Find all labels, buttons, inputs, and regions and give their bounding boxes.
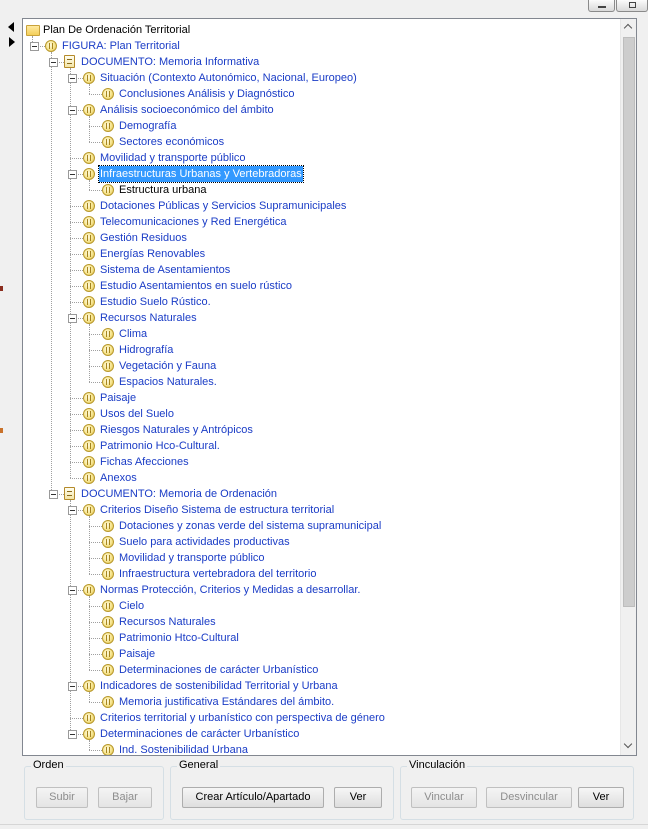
tree-item-label: Riesgos Naturales y Antrópicos bbox=[100, 424, 253, 436]
leaf-icon bbox=[102, 376, 114, 388]
leaf-icon bbox=[102, 664, 114, 676]
leaf-icon bbox=[102, 120, 114, 132]
tree-view[interactable] bbox=[22, 18, 637, 756]
leaf-icon bbox=[83, 104, 95, 116]
tree-item-label: Estudio Suelo Rústico. bbox=[100, 296, 211, 308]
tree-item-label: Hidrografía bbox=[119, 344, 174, 356]
leaf-icon bbox=[83, 312, 95, 324]
tree-item[interactable] bbox=[23, 262, 620, 278]
tree-item[interactable] bbox=[23, 230, 620, 246]
tree-item-label: Sistema de Asentamientos bbox=[100, 264, 231, 276]
tree-item-label: Recursos Naturales bbox=[100, 312, 197, 324]
tree-item[interactable] bbox=[23, 22, 620, 38]
tree-item[interactable] bbox=[23, 470, 620, 486]
folder-icon bbox=[26, 25, 40, 36]
tree-item[interactable] bbox=[23, 438, 620, 454]
tree-item-label: Clima bbox=[119, 328, 148, 340]
leaf-icon bbox=[102, 184, 114, 196]
tree-item[interactable] bbox=[23, 134, 620, 150]
leaf-icon bbox=[102, 552, 114, 564]
tree-item[interactable] bbox=[23, 294, 620, 310]
minimize-icon[interactable] bbox=[588, 0, 615, 12]
tree-item-label: Normas Protección, Criterios y Medidas a desarrollar. bbox=[100, 584, 361, 596]
tree-item-label: Análisis socioeconómico del ámbito bbox=[100, 104, 274, 116]
scroll-up-icon[interactable] bbox=[621, 19, 637, 36]
tree-item[interactable] bbox=[23, 742, 620, 755]
collapse-toggle-icon[interactable] bbox=[68, 506, 77, 515]
tree-item[interactable] bbox=[23, 678, 620, 694]
tree-item-label: Memoria justificativa Estándares del ámbito. bbox=[119, 696, 335, 708]
tree-item-label: Criterios territorial y urbanístico con perspectiva de género bbox=[100, 712, 385, 724]
tree-item[interactable] bbox=[23, 166, 620, 182]
tree-item-label: Indicadores de sostenibilidad Territorial y Urbana bbox=[100, 680, 338, 692]
vincular-button[interactable]: Vincular bbox=[411, 787, 477, 808]
tree-item[interactable] bbox=[23, 630, 620, 646]
vertical-scrollbar[interactable] bbox=[620, 19, 636, 755]
collapse-toggle-icon[interactable] bbox=[68, 586, 77, 595]
tree-item[interactable] bbox=[23, 310, 620, 326]
tree-item[interactable] bbox=[23, 550, 620, 566]
tree-item[interactable] bbox=[23, 118, 620, 134]
orden-group bbox=[24, 759, 164, 820]
leaf-icon bbox=[102, 632, 114, 644]
status-strip bbox=[0, 824, 648, 829]
tree-item[interactable] bbox=[23, 710, 620, 726]
leaf-icon bbox=[83, 248, 95, 260]
tree-item[interactable] bbox=[23, 54, 620, 70]
tree-item-label: Recursos Naturales bbox=[119, 616, 216, 628]
general-group-title: General bbox=[179, 759, 219, 771]
tree-item-label: Plan De Ordenación Territorial bbox=[43, 24, 191, 36]
tree-item-label: Movilidad y transporte público bbox=[100, 152, 246, 164]
tree-item-label: Patrimonio Htco-Cultural bbox=[119, 632, 239, 644]
scroll-thumb[interactable] bbox=[623, 37, 635, 607]
leaf-icon bbox=[102, 136, 114, 148]
leaf-icon bbox=[83, 728, 95, 740]
tree-item-label: Usos del Suelo bbox=[100, 408, 174, 420]
leaf-icon bbox=[83, 232, 95, 244]
edge-marker-icon bbox=[0, 428, 3, 433]
collapse-toggle-icon[interactable] bbox=[68, 74, 77, 83]
collapse-toggle-icon[interactable] bbox=[68, 730, 77, 739]
tree-item-label: Criterios Diseño Sistema de estructura territorial bbox=[100, 504, 335, 516]
restore-icon[interactable] bbox=[616, 0, 648, 12]
collapse-toggle-icon[interactable] bbox=[49, 490, 58, 499]
tree-item[interactable] bbox=[23, 342, 620, 358]
leaf-icon bbox=[102, 648, 114, 660]
leaf-icon bbox=[83, 216, 95, 228]
tree-item[interactable] bbox=[23, 646, 620, 662]
leaf-icon bbox=[83, 72, 95, 84]
tree-item[interactable] bbox=[23, 198, 620, 214]
tree-item[interactable] bbox=[23, 278, 620, 294]
tree-item-label: Telecomunicaciones y Red Energética bbox=[100, 216, 287, 228]
scroll-down-icon[interactable] bbox=[621, 738, 637, 755]
collapse-toggle-icon[interactable] bbox=[68, 314, 77, 323]
vinculacion-ver-button[interactable]: Ver bbox=[578, 787, 624, 808]
tree-item-label: DOCUMENTO: Memoria de Ordenación bbox=[81, 488, 278, 500]
crear-articulo-button[interactable]: Crear Artículo/Apartado bbox=[182, 787, 324, 808]
tree-item[interactable] bbox=[23, 326, 620, 342]
tree-item-label: Conclusiones Análisis y Diagnóstico bbox=[119, 88, 295, 100]
tree-item-label: Dotaciones Públicas y Servicios Supramunicipales bbox=[100, 200, 347, 212]
leaf-icon bbox=[83, 472, 95, 484]
desvincular-button[interactable]: Desvincular bbox=[486, 787, 572, 808]
tree-item-label: Suelo para actividades productivas bbox=[119, 536, 290, 548]
leaf-icon bbox=[83, 280, 95, 292]
leaf-icon bbox=[102, 88, 114, 100]
tree-item-label: DOCUMENTO: Memoria Informativa bbox=[81, 56, 260, 68]
tree-item[interactable] bbox=[23, 390, 620, 406]
tree-item-label: Infraestructura vertebradora del territorio bbox=[119, 568, 317, 580]
tree-item-label: Determinaciones de carácter Urbanístico bbox=[100, 728, 300, 740]
leaf-icon bbox=[83, 168, 95, 180]
tree-item[interactable] bbox=[23, 102, 620, 118]
leaf-icon bbox=[83, 456, 95, 468]
tree-item[interactable] bbox=[23, 598, 620, 614]
tree-item[interactable] bbox=[23, 214, 620, 230]
tree-item[interactable] bbox=[23, 726, 620, 742]
collapse-toggle-icon[interactable] bbox=[68, 170, 77, 179]
leaf-icon bbox=[102, 344, 114, 356]
tree-item[interactable] bbox=[23, 374, 620, 390]
tree-item[interactable] bbox=[23, 502, 620, 518]
tree-item-label: Estudio Asentamientos en suelo rústico bbox=[100, 280, 293, 292]
tree-item[interactable] bbox=[23, 534, 620, 550]
tree-item-label: Gestión Residuos bbox=[100, 232, 187, 244]
tree-item-label: Infraestructuras Urbanas y Vertebradoras bbox=[100, 168, 302, 180]
tree-item[interactable] bbox=[23, 86, 620, 102]
vinculacion-group bbox=[400, 759, 634, 820]
tree-item[interactable] bbox=[23, 486, 620, 502]
tree-content bbox=[23, 19, 620, 755]
leaf-icon bbox=[83, 392, 95, 404]
general-ver-button[interactable]: Ver bbox=[334, 787, 382, 808]
tree-item[interactable] bbox=[23, 182, 620, 198]
collapse-toggle-icon[interactable] bbox=[30, 42, 39, 51]
document-icon bbox=[64, 487, 75, 500]
tree-item-label: Fichas Afecciones bbox=[100, 456, 189, 468]
bajar-button[interactable]: Bajar bbox=[98, 787, 152, 808]
edge-marker-icon bbox=[0, 286, 3, 291]
tree-item[interactable] bbox=[23, 694, 620, 710]
tree-item[interactable] bbox=[23, 614, 620, 630]
collapse-toggle-icon[interactable] bbox=[68, 106, 77, 115]
left-navigation-strip bbox=[0, 0, 22, 828]
tree-item-label: Paisaje bbox=[119, 648, 156, 660]
leaf-icon bbox=[83, 152, 95, 164]
tree-item[interactable] bbox=[23, 454, 620, 470]
collapse-toggle-icon[interactable] bbox=[49, 58, 58, 67]
leaf-icon bbox=[102, 328, 114, 340]
tree-item[interactable] bbox=[23, 422, 620, 438]
tree-item-label: Determinaciones de carácter Urbanístico bbox=[119, 664, 319, 676]
arrow-right-icon[interactable] bbox=[9, 37, 15, 47]
orden-group-title: Orden bbox=[33, 759, 64, 771]
general-group bbox=[170, 759, 394, 820]
document-icon bbox=[64, 55, 75, 68]
leaf-icon bbox=[45, 40, 57, 52]
leaf-icon bbox=[102, 360, 114, 372]
leaf-icon bbox=[83, 584, 95, 596]
tree-item[interactable] bbox=[23, 358, 620, 374]
collapse-toggle-icon[interactable] bbox=[68, 682, 77, 691]
subir-button[interactable]: Subir bbox=[36, 787, 88, 808]
leaf-icon bbox=[102, 568, 114, 580]
tree-item-label: Espacios Naturales. bbox=[119, 376, 217, 388]
tree-item-label: Ind. Sostenibilidad Urbana bbox=[119, 744, 249, 755]
leaf-icon bbox=[83, 408, 95, 420]
tree-item-label: Paisaje bbox=[100, 392, 137, 404]
tree-item-label: Energías Renovables bbox=[100, 248, 206, 260]
leaf-icon bbox=[102, 744, 114, 755]
tree-item-label: Anexos bbox=[100, 472, 137, 484]
leaf-icon bbox=[83, 680, 95, 692]
tree-item-label: Dotaciones y zonas verde del sistema supramunicipal bbox=[119, 520, 382, 532]
leaf-icon bbox=[83, 424, 95, 436]
tree-item-label: Movilidad y transporte público bbox=[119, 552, 265, 564]
tree-item-label: Patrimonio Hco-Cultural. bbox=[100, 440, 220, 452]
tree-item-label: Demografía bbox=[119, 120, 177, 132]
leaf-icon bbox=[83, 200, 95, 212]
tree-item[interactable] bbox=[23, 246, 620, 262]
leaf-icon bbox=[83, 712, 95, 724]
leaf-icon bbox=[83, 440, 95, 452]
tree-item[interactable] bbox=[23, 566, 620, 582]
tree-item[interactable] bbox=[23, 150, 620, 166]
tree-item-label: Situación (Contexto Autonómico, Nacional, Europeo) bbox=[100, 72, 357, 84]
tree-item[interactable] bbox=[23, 70, 620, 86]
tree-item[interactable] bbox=[23, 582, 620, 598]
leaf-icon bbox=[102, 696, 114, 708]
tree-item[interactable] bbox=[23, 38, 620, 54]
leaf-icon bbox=[102, 520, 114, 532]
tree-item-label: Vegetación y Fauna bbox=[119, 360, 217, 372]
tree-item[interactable] bbox=[23, 406, 620, 422]
tree-item-label: FIGURA: Plan Territorial bbox=[62, 40, 180, 52]
tree-item-label: Estructura urbana bbox=[119, 184, 207, 196]
window-title-bar bbox=[0, 0, 648, 14]
leaf-icon bbox=[83, 264, 95, 276]
arrow-left-icon[interactable] bbox=[8, 22, 14, 32]
tree-item[interactable] bbox=[23, 662, 620, 678]
tree-item-label: Cielo bbox=[119, 600, 145, 612]
leaf-icon bbox=[83, 296, 95, 308]
vinculacion-group-title: Vinculación bbox=[409, 759, 466, 771]
tree-item-label: Sectores económicos bbox=[119, 136, 225, 148]
tree-item[interactable] bbox=[23, 518, 620, 534]
leaf-icon bbox=[102, 536, 114, 548]
leaf-icon bbox=[83, 504, 95, 516]
leaf-icon bbox=[102, 616, 114, 628]
leaf-icon bbox=[102, 600, 114, 612]
